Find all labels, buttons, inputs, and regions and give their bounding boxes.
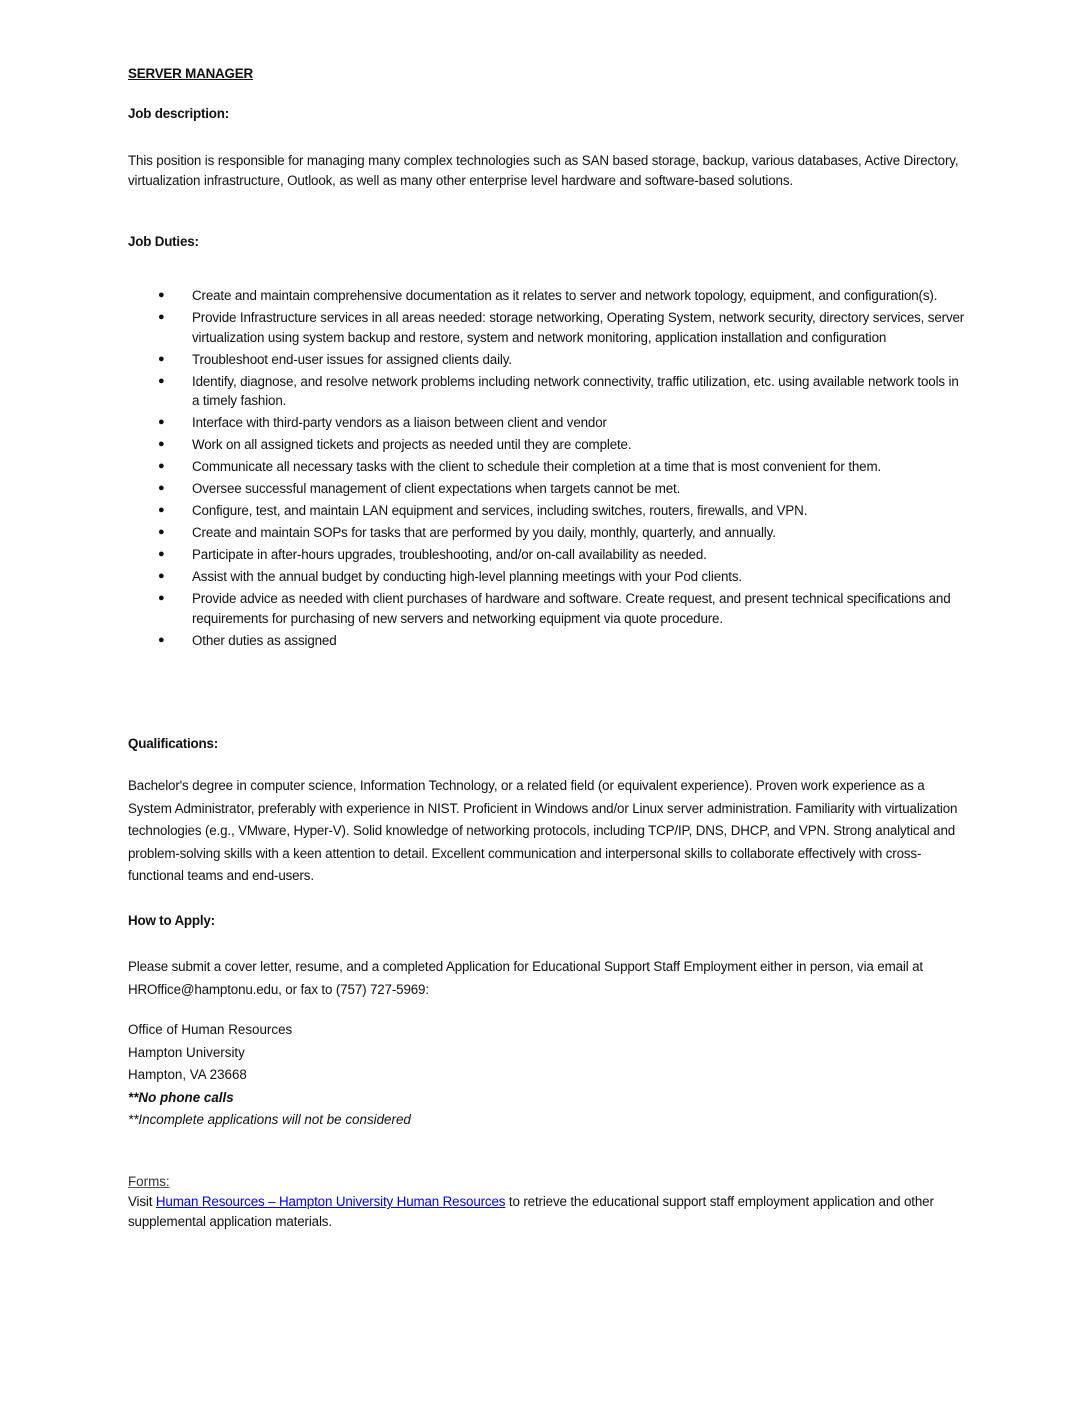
address-line-university: Hampton University xyxy=(128,1044,245,1060)
job-description-text: This position is responsible for managing many complex technologies such as SAN based storage, backup, various databases, Active Directory, virtualization infrastructure, Outlook, as well as many other enterprise level hardware and software-based solutions. xyxy=(128,153,959,188)
duty-item: ● Provide Infrastructure services in all areas needed: storage networking, Operating System, network security, directory services, server virtualization using system backup and restore, system and network monitoring, application installation and configuration xyxy=(158,310,965,345)
incomplete-applications-note: **Incomplete applications will not be considered xyxy=(128,1112,411,1127)
duty-item: ● Configure, test, and maintain LAN equipment and services, including switches, routers, firewalls, and VPN. xyxy=(128,501,968,521)
forms-text xyxy=(128,1192,968,1232)
how-to-apply-text: Please submit a cover letter, resume, and a completed Application for Educational Support Staff Employment either in person, via email at HROffice@hamptonu.edu, or fax to (757) 727-5969: xyxy=(128,959,923,997)
address-block xyxy=(128,1019,411,1132)
duty-item: ● Interface with third-party vendors as a liaison between client and vendor xyxy=(128,413,968,433)
job-duties-list xyxy=(128,286,968,653)
bullet-icon: ● xyxy=(158,633,165,646)
bullet-icon: ● xyxy=(158,311,165,323)
bullet-icon: ● xyxy=(158,416,165,428)
duty-item: ● Assist with the annual budget by conducting high-level planning meetings with your Pod clients. xyxy=(128,567,968,587)
hr-website-link[interactable]: Human Resources – Hampton University Human Resources xyxy=(155,1194,506,1209)
bullet-icon: ● xyxy=(158,570,165,582)
duty-item: ● Identify, diagnose, and resolve network problems including network connectivity, traffic utilization, etc. using available network tools in a timely fashion. xyxy=(158,373,959,408)
duty-item: ● Provide advice as needed with client purchases of hardware and software. Create request, and present technical specifications and requirements for purchasing of new servers and networking equipment via quote procedure. xyxy=(158,591,951,626)
duty-item: ● Create and maintain comprehensive documentation as it relates to server and network topology, equipment, and configuration(s). xyxy=(128,286,968,306)
bullet-icon: ● xyxy=(158,460,165,472)
job-description-heading: Job description: xyxy=(128,106,229,121)
duty-item: ● Participate in after-hours upgrades, troubleshooting, and/or on-call availability as needed. xyxy=(128,545,968,565)
address-line-city: Hampton, VA 23668 xyxy=(128,1067,247,1082)
duty-item: ● Communicate all necessary tasks with the client to schedule their completion at a time that is most convenient for them. xyxy=(128,457,968,477)
forms-suffix: to retrieve the educational support staff employment application and other supplemental application materials. xyxy=(128,1194,934,1229)
bullet-icon: ● xyxy=(158,482,165,494)
bullet-icon: ● xyxy=(158,438,165,450)
duty-item: ● Oversee successful management of client expectations when targets cannot be met. xyxy=(128,479,968,499)
bullet-icon: ● xyxy=(158,504,165,516)
duty-item: ● Create and maintain SOPs for tasks that are performed by you daily, monthly, quarterly, and annually. xyxy=(128,523,968,543)
forms-label: Forms: xyxy=(128,1174,170,1189)
bullet-icon: ● xyxy=(158,548,165,560)
address-line-office: Office of Human Resources xyxy=(128,1022,293,1037)
bullet-icon: ● xyxy=(158,289,165,301)
duty-item: ● Work on all assigned tickets and projects as needed until they are complete. xyxy=(128,435,968,455)
document-title: SERVER MANAGER xyxy=(128,66,253,81)
how-to-apply-heading: How to Apply: xyxy=(128,913,215,928)
duty-item: ● Troubleshoot end-user issues for assigned clients daily. xyxy=(128,350,968,370)
job-duties-heading: Job Duties: xyxy=(128,234,199,249)
forms-prefix: Visit xyxy=(128,1194,156,1209)
duty-item: ● Other duties as assigned xyxy=(128,631,968,651)
bullet-icon: ● xyxy=(158,592,165,604)
bullet-icon: ● xyxy=(158,374,165,387)
qualifications-heading: Qualifications: xyxy=(128,736,219,751)
qualifications-text: Bachelor's degree in computer science, Information Technology, or a related field (or equivalent experience). Proven work experience as a System Administrator, preferably with experience in NIST. Proficient in Windows and/or Linux server administration. Familiarity with virtualization technologies (e.g., VMware, Hyper-V). Solid knowledge of networking protocols, including TCP/IP, DNS, DHCP, and VPN. Strong analytical and problem-solving skills with a keen attention to detail. Excellent communication and interpersonal skills to collaborate effectively with cross-functional teams and end-users. xyxy=(128,778,958,883)
bullet-icon: ● xyxy=(158,526,165,538)
no-phone-calls-note: **No phone calls xyxy=(128,1089,234,1105)
bullet-icon: ● xyxy=(158,352,165,365)
